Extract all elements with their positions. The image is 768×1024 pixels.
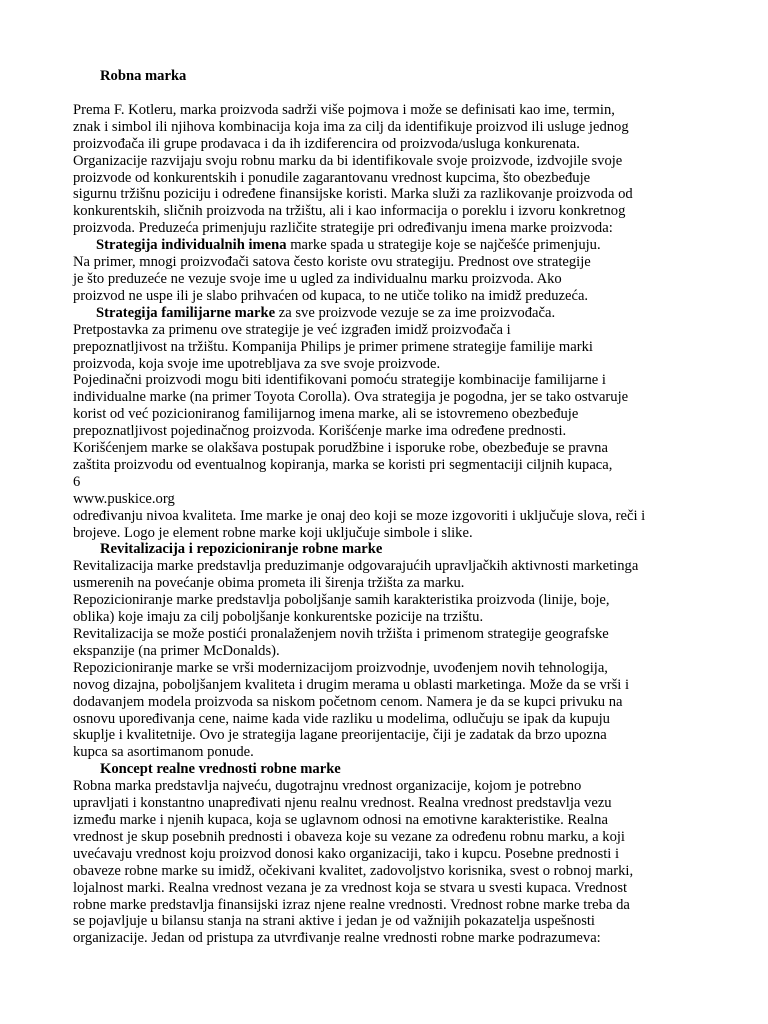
site-url: www.puskice.org — [73, 490, 175, 507]
text-line: konkurentskih, sličnih proizvoda na tržištu, ali i kao informacija o poreklu i izvoru konkretnog — [73, 203, 626, 220]
text-line: usmerenih na povećanje obima prometa ili širenja tržišta za marku. — [73, 575, 465, 592]
text-line: Repozicioniranje marke se vrši modernizacijom proizvodnje, uvođenjem novih tehnologija, — [73, 659, 608, 676]
text-line: novog dizajna, poboljšanjem kvaliteta i drugim merama u oblasti marketinga. Može da se vrši i — [73, 676, 630, 693]
text-line: osnovu upoređivanja cene, naime kada vide razliku u modelima, odlučuju se ipak da kupuju — [73, 710, 610, 727]
text-line: ekspanzije (na primer McDonalds). — [73, 642, 280, 659]
section-heading-revitalization: Revitalizacija i repozicioniranje robne marke — [100, 541, 383, 558]
text-line: Revitalizacija se može postići pronalaženjem novih tržišta i primenom strategije geografske — [73, 626, 609, 642]
text-line: korist od već pozicioniranog familijarnog imena marke, ali se istovremeno obezbeđuje — [73, 406, 579, 423]
strategy-family-heading — [73, 305, 693, 322]
section-heading-real-value: Koncept realne vrednosti robne marke — [100, 761, 341, 778]
paragraph-revitalization — [73, 558, 693, 761]
text-line: prepoznatljivost na tržištu. Kompanija Philips je primer primene strategije familije marki — [73, 338, 593, 355]
text-line: dodavanjem modela proizvoda sa niskom početnom cenom. Namera je da se kupci privuku na — [73, 693, 623, 710]
text-line: uvećavaju vrednost koju proizvod donosi kako organizaciji, tako i kupcu. Posebne prednosti i — [73, 845, 620, 862]
text-line: Na primer, mnogi proizvođači satova često koriste ovu strategiju. Prednost ove strategije — [73, 254, 591, 271]
text-line: obaveze robne marke su imidž, očekivani kvalitet, zadovoljstvo korisnika, svest o robnoj marki, — [73, 862, 634, 879]
text-line: proizvođača ili grupe prodavaca i da ih izdiferencira od proizvoda/usluga konkurenata. — [73, 135, 580, 152]
text-line: kupca sa asortimanom ponude. — [73, 744, 254, 761]
paragraph-individual — [73, 254, 693, 305]
text-line: Pretpostavka za primenu ove strategije je već izgrađen imidž proizvođača i — [73, 321, 511, 338]
text-line: Repozicioniranje marke predstavlja poboljšanje samih karakteristika proizvoda (linije, boje, — [73, 592, 610, 609]
text-line: Robna marka predstavlja najveću, dugotrajnu vrednost organizacije, kojom je potrebno — [73, 778, 582, 795]
text-line: je što preduzeće ne vezuje svoje ime u ugled za individualnu marku proizvoda. Ako — [73, 270, 562, 287]
text-line: proizvod ne uspe ili je slabo prihvaćen od kupaca, to ne utiče toliko na imidž preduzeća. — [73, 287, 589, 304]
bold-term: Strategija familijarne marke — [96, 304, 276, 321]
text-line: određivanju nivoa kvaliteta. Ime marke je onaj deo koji se moze izgovoriti i uključuje slova, reči i — [73, 507, 646, 524]
paragraph-brand-name — [73, 508, 693, 542]
text-line: Revitalizacija marke predstavlja preduzimanje odgovarajućih upravljačkih aktivnosti marketinga — [73, 558, 639, 575]
text-run: marke spada u strategije koje se najčešće primenjuju. — [286, 237, 601, 254]
bold-term: Strategija individualnih imena — [96, 237, 287, 254]
text-line: Prema F. Kotleru, marka proizvoda sadrži više pojmova i može se definisati kao ime, termin, — [73, 101, 615, 118]
text-line: brojeve. Logo je element robne marke koji uključuje simbole i slike. — [73, 524, 473, 541]
text-line: lojalnost marki. Realna vrednost vezana je za vrednost koja se stvara u svesti kupaca. Vrednost — [73, 879, 628, 896]
text-line: oblika) koje imaju za cilj poboljšanje konkurentske pozicije na trzištu. — [73, 609, 484, 626]
text-line: zaštita proizvodu od eventualnog kopiranja, marka se koristi pri segmentaciji ciljnih kupaca, — [73, 456, 613, 473]
text-line: između marke i njenih kupaca, koja se uglavnom odnosi na emotivne karakteristike. Realna — [73, 811, 608, 828]
text-line: organizacije. Jedan od pristupa za utvrđivanje realne vrednosti robne marke podrazumeva: — [73, 930, 601, 947]
text-line: individualne marke (na primer Toyota Corolla). Ova strategija je pogodna, jer se tako ostvaruje — [73, 389, 629, 406]
text-run: za sve proizvode vezuje se za ime proizvođača. — [275, 304, 556, 321]
text-line: vrednost je skup posebnih prednosti i obaveza koje su vezane za određenu robnu marku, a koji — [73, 828, 625, 845]
text-line: upravljati i konstantno unapređivati njenu realnu vrednost. Realna vrednost predstavlja vezu — [73, 795, 612, 812]
text-line: Pojedinačni proizvodi mogu biti identifikovani pomoću strategije kombinacije familijarne i — [73, 372, 606, 389]
document-page — [73, 68, 693, 947]
text-line: proizvode od konkurentskih i ponudile zagarantovanu vrednost kupcima, što obezbeđuje — [73, 169, 591, 186]
strategy-individual-heading — [73, 237, 693, 254]
document-title: Robna marka — [100, 68, 187, 84]
paragraph-real-value — [73, 778, 693, 947]
text-line: proizvoda. Preduzeća primenjuju različite strategije pri određivanju imena marke proizvoda: — [73, 220, 613, 237]
text-line: sigurnu tržišnu poziciju i određene finansijske koristi. Marka služi za razlikovanje proizvoda od — [73, 186, 633, 203]
spacer — [73, 85, 693, 102]
paragraph-family — [73, 322, 693, 474]
text-line: se pojavljuje u bilansu stanja na strani aktive i jedan je od važnijih pokazatelja uspešnosti — [73, 913, 595, 930]
text-line: skuplje i kvalitetnije. Ovo je strategija lagane preorijentacije, čiji je zadatak da brzo upozna — [73, 727, 607, 744]
text-line: robne marke predstavlja finansijski izraz njene realne vrednosti. Vrednost robne marke treba da — [73, 896, 630, 913]
text-line: znak i simbol ili njihova kombinacija koja ima za cilj da identifikuje proizvod ili usluge jednog — [73, 118, 629, 135]
text-line: proizvoda, koja svoje ime upotrebljava za sve svoje proizvode. — [73, 355, 441, 372]
page-number: 6 — [73, 473, 81, 490]
text-line: prepoznatljivost pojedinačnog proizvoda. Korišćenje marke ima određene prednosti. — [73, 423, 567, 440]
text-line: Organizacije razvijaju svoju robnu marku da bi identifikovale svoje proizvode, izdvojile svoje — [73, 152, 623, 169]
text-line: Korišćenjem marke se olakšava postupak porudžbine i isporuke robe, obezbeđuje se pravna — [73, 440, 608, 457]
paragraph-intro — [73, 102, 693, 237]
